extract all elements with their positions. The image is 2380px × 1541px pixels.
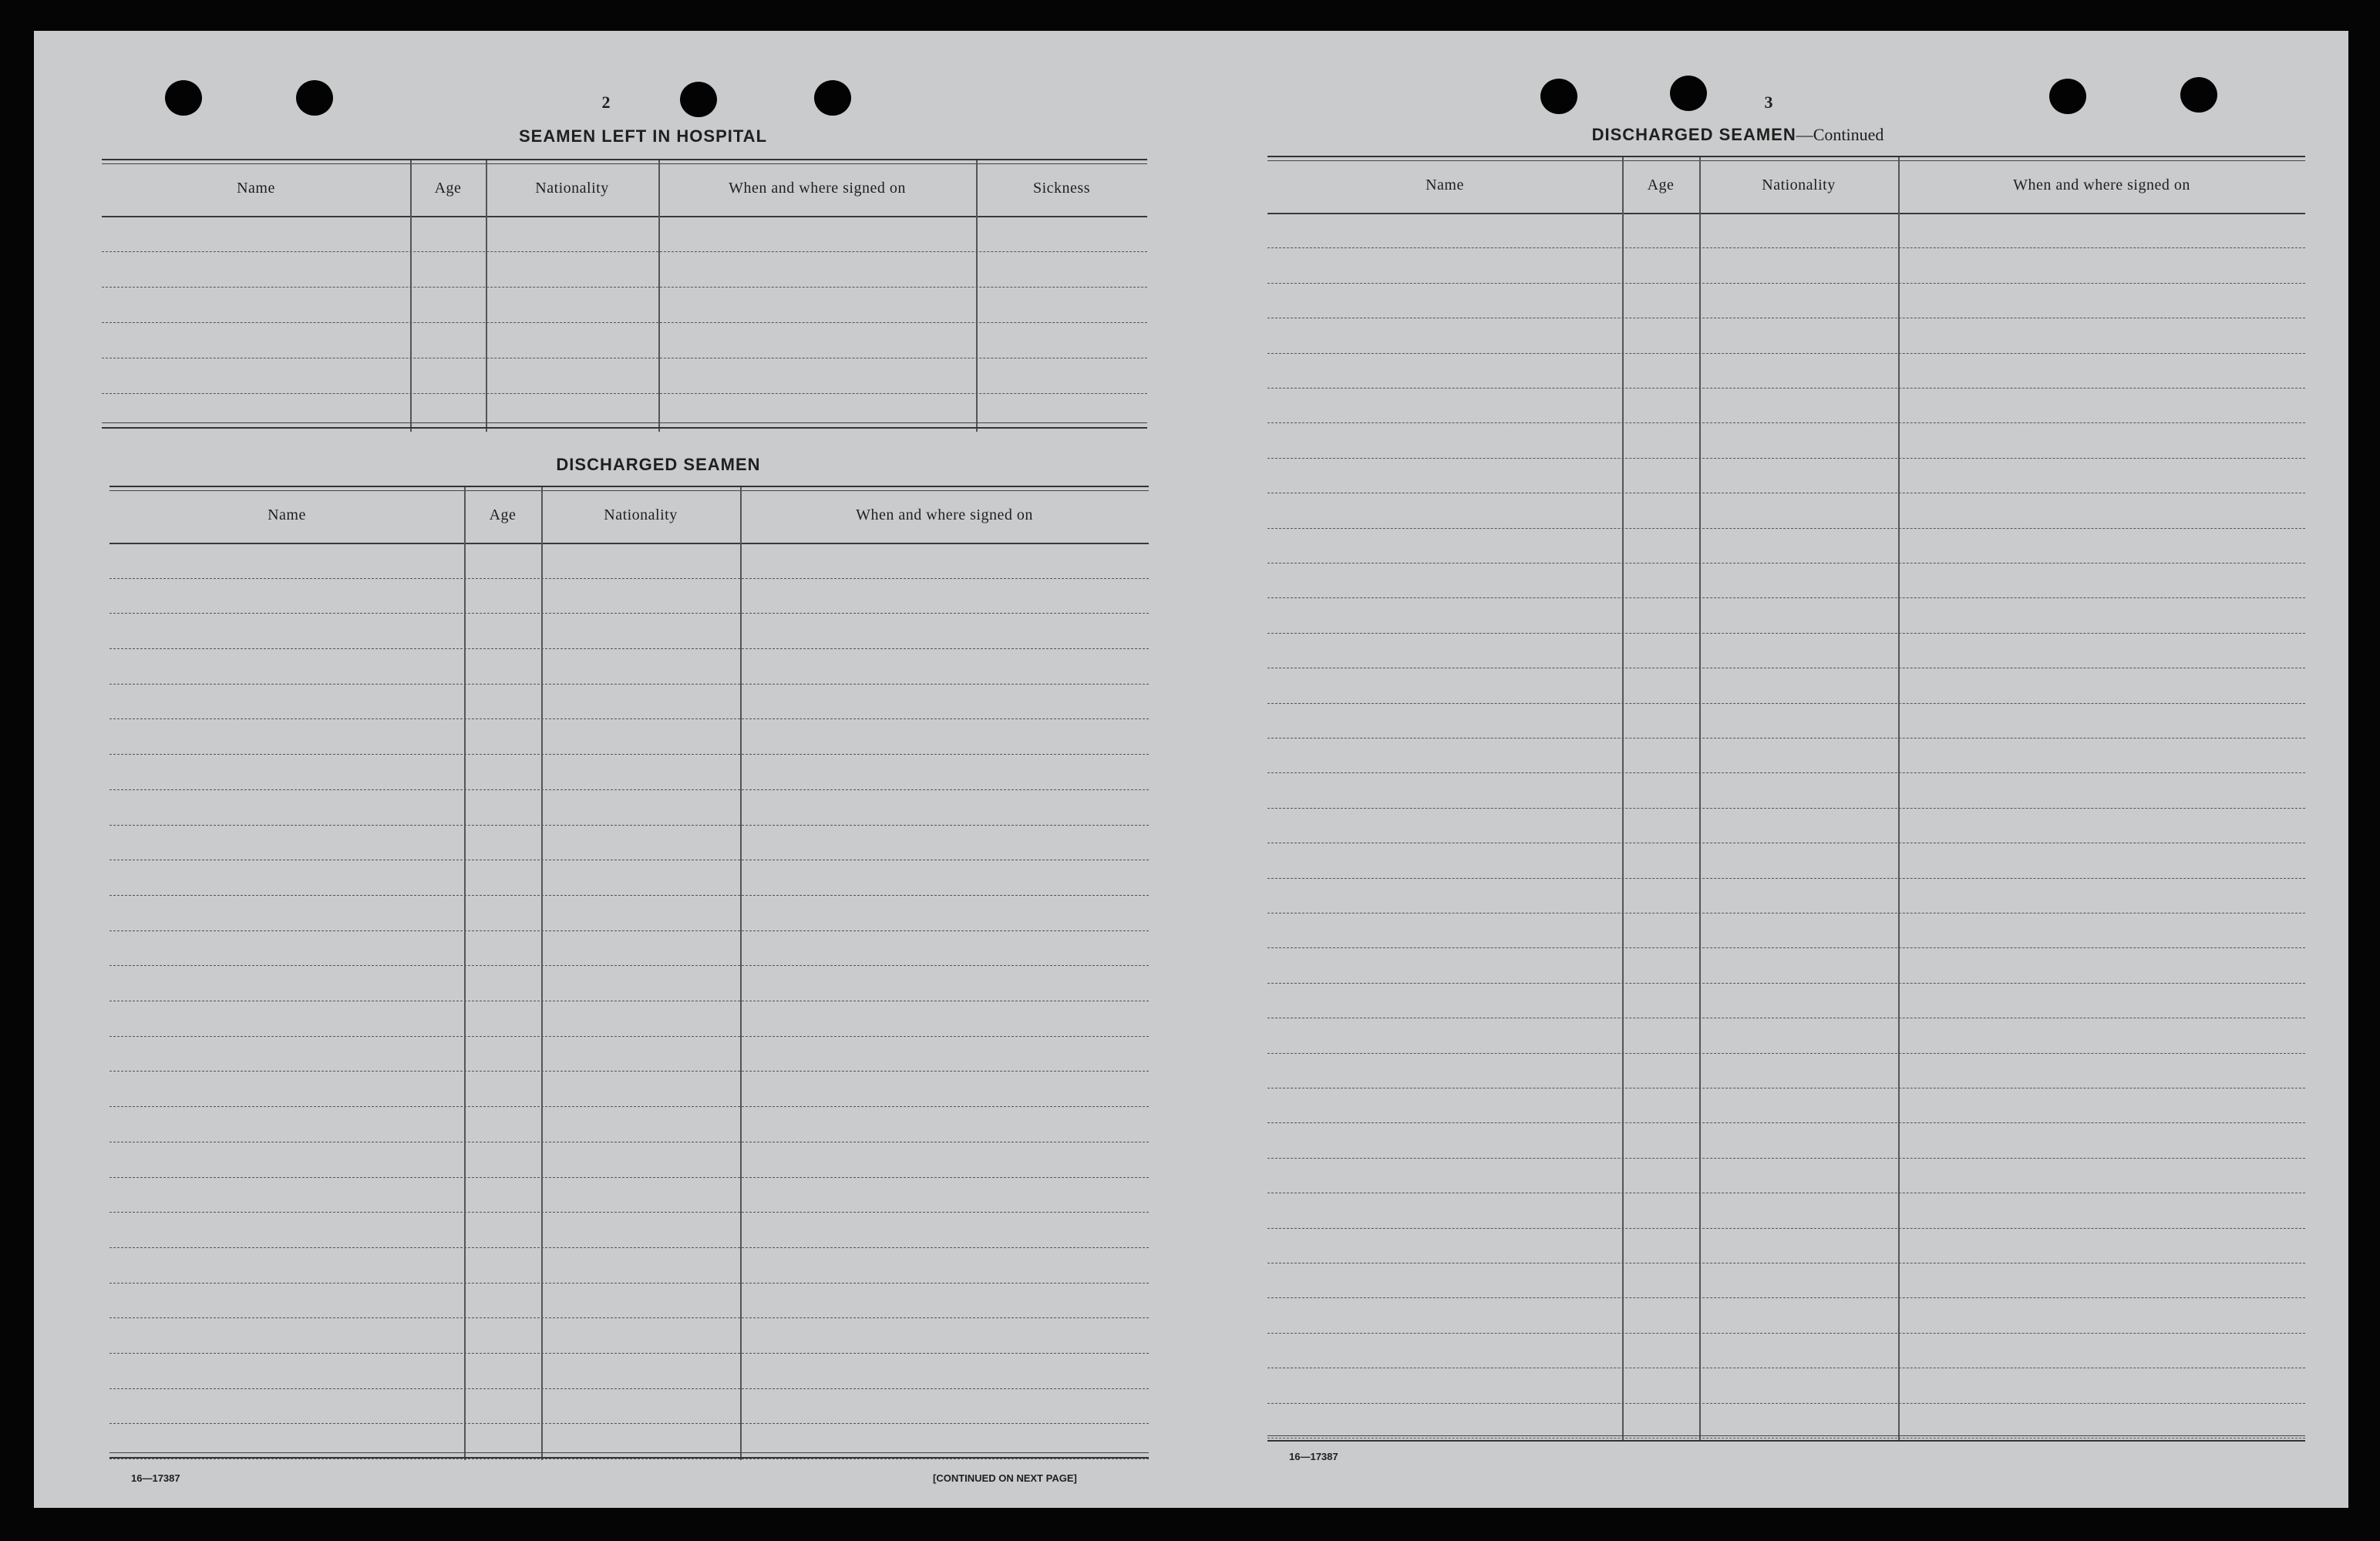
form-number: 16—17387 bbox=[131, 1472, 180, 1484]
section-title-discharged-continued bbox=[1391, 125, 2085, 145]
table-row bbox=[109, 895, 1149, 931]
table-row bbox=[109, 1247, 1149, 1284]
table-row bbox=[109, 1177, 1149, 1213]
table-row bbox=[109, 965, 1149, 1001]
table-row bbox=[109, 648, 1149, 685]
table-row bbox=[1267, 947, 2305, 983]
table-row bbox=[1267, 1018, 2305, 1053]
table-row bbox=[102, 287, 1147, 323]
table-row bbox=[1267, 528, 2305, 564]
table-row bbox=[1267, 1122, 2305, 1158]
table-row bbox=[102, 322, 1147, 358]
column-header-signed-on: When and where signed on bbox=[729, 179, 906, 197]
table-row bbox=[1267, 422, 2305, 458]
table-row bbox=[109, 1317, 1149, 1354]
table-bottom-rule bbox=[109, 1452, 1149, 1453]
discharged-table bbox=[109, 486, 1149, 1459]
column-header-age: Age bbox=[489, 506, 517, 523]
table-row bbox=[1267, 597, 2305, 633]
column-header-name: Name bbox=[268, 506, 306, 523]
discharged-continued-table bbox=[1267, 156, 2305, 1443]
table-row bbox=[109, 1424, 1149, 1460]
table-row bbox=[109, 825, 1149, 861]
table-row bbox=[1267, 1228, 2305, 1263]
page-number: 3 bbox=[1764, 93, 1773, 112]
table-row bbox=[1267, 1088, 2305, 1123]
punch-hole bbox=[165, 80, 202, 116]
table-row bbox=[109, 930, 1149, 967]
table-row bbox=[1267, 772, 2305, 808]
table-row bbox=[1267, 1403, 2305, 1438]
table-row bbox=[109, 1283, 1149, 1319]
page-number: 2 bbox=[601, 93, 611, 112]
table-row bbox=[1267, 738, 2305, 773]
table-row bbox=[109, 684, 1149, 720]
table-row bbox=[109, 719, 1149, 755]
punch-hole bbox=[1540, 79, 1577, 114]
table-bottom-rule bbox=[102, 427, 1147, 429]
column-header-name: Name bbox=[1426, 176, 1464, 193]
table-row bbox=[1267, 283, 2305, 318]
table-bottom-rule bbox=[102, 422, 1147, 423]
punch-hole bbox=[2180, 77, 2217, 113]
table-row bbox=[102, 216, 1147, 252]
table-row bbox=[1267, 213, 2305, 248]
column-header-name: Name bbox=[237, 179, 275, 197]
table-row bbox=[1267, 843, 2305, 878]
punch-hole bbox=[814, 80, 851, 116]
column-header-age: Age bbox=[434, 179, 462, 197]
section-title-suffix: —Continued bbox=[1796, 125, 1884, 144]
punch-hole bbox=[296, 80, 333, 116]
table-row bbox=[1267, 1053, 2305, 1088]
table-row bbox=[1267, 1263, 2305, 1298]
punch-hole bbox=[680, 82, 717, 117]
table-row bbox=[109, 1212, 1149, 1248]
table-row bbox=[1267, 388, 2305, 423]
table-row bbox=[109, 860, 1149, 896]
table-row bbox=[1267, 983, 2305, 1018]
table-row bbox=[109, 1353, 1149, 1389]
column-header-sickness: Sickness bbox=[1033, 179, 1090, 197]
table-bottom-rule bbox=[1267, 1440, 2305, 1442]
table-row bbox=[1267, 703, 2305, 739]
table-row bbox=[109, 754, 1149, 790]
table-header bbox=[102, 160, 1147, 217]
table-row bbox=[1267, 493, 2305, 528]
table-row bbox=[1267, 1368, 2305, 1403]
section-title-text: DISCHARGED SEAMEN bbox=[1591, 125, 1796, 144]
column-header-signed-on: When and where signed on bbox=[856, 506, 1033, 523]
column-header-nationality: Nationality bbox=[604, 506, 678, 523]
table-row bbox=[1267, 808, 2305, 843]
table-row bbox=[1267, 633, 2305, 668]
table-row bbox=[1267, 563, 2305, 598]
table-row bbox=[1267, 247, 2305, 283]
table-row bbox=[102, 251, 1147, 288]
continued-note: [CONTINUED ON NEXT PAGE] bbox=[933, 1472, 1077, 1484]
table-row bbox=[109, 543, 1149, 579]
table-row bbox=[1267, 318, 2305, 353]
table-row bbox=[1267, 1297, 2305, 1333]
table-bottom-rule bbox=[109, 1457, 1149, 1459]
section-title-hospital: SEAMEN LEFT IN HOSPITAL bbox=[518, 126, 768, 146]
table-row bbox=[1267, 878, 2305, 913]
table-row bbox=[109, 578, 1149, 614]
column-header-nationality: Nationality bbox=[535, 179, 609, 197]
punch-hole bbox=[2049, 79, 2086, 114]
table-header bbox=[109, 487, 1149, 544]
table-row bbox=[109, 1106, 1149, 1142]
hospital-table bbox=[102, 159, 1147, 430]
table-row bbox=[109, 1001, 1149, 1037]
table-row bbox=[1267, 1193, 2305, 1228]
table-row bbox=[1267, 913, 2305, 948]
table-row bbox=[102, 358, 1147, 394]
punch-hole bbox=[1670, 76, 1707, 111]
table-row bbox=[109, 613, 1149, 649]
form-sheet bbox=[34, 31, 2348, 1508]
table-row bbox=[1267, 1158, 2305, 1193]
column-header-nationality: Nationality bbox=[1762, 176, 1836, 193]
table-row bbox=[109, 1072, 1149, 1108]
table-row bbox=[1267, 668, 2305, 703]
table-header bbox=[1267, 157, 2305, 214]
table-row bbox=[109, 1388, 1149, 1425]
section-title-discharged: DISCHARGED SEAMEN bbox=[556, 455, 761, 474]
table-row bbox=[1267, 353, 2305, 389]
table-row bbox=[109, 789, 1149, 826]
column-header-signed-on: When and where signed on bbox=[2013, 176, 2190, 193]
column-header-age: Age bbox=[1647, 176, 1675, 193]
table-row bbox=[109, 1036, 1149, 1072]
form-number: 16—17387 bbox=[1289, 1451, 1338, 1462]
table-row bbox=[1267, 458, 2305, 493]
table-bottom-rule bbox=[1267, 1435, 2305, 1436]
table-row bbox=[109, 1142, 1149, 1178]
table-row bbox=[1267, 1333, 2305, 1368]
